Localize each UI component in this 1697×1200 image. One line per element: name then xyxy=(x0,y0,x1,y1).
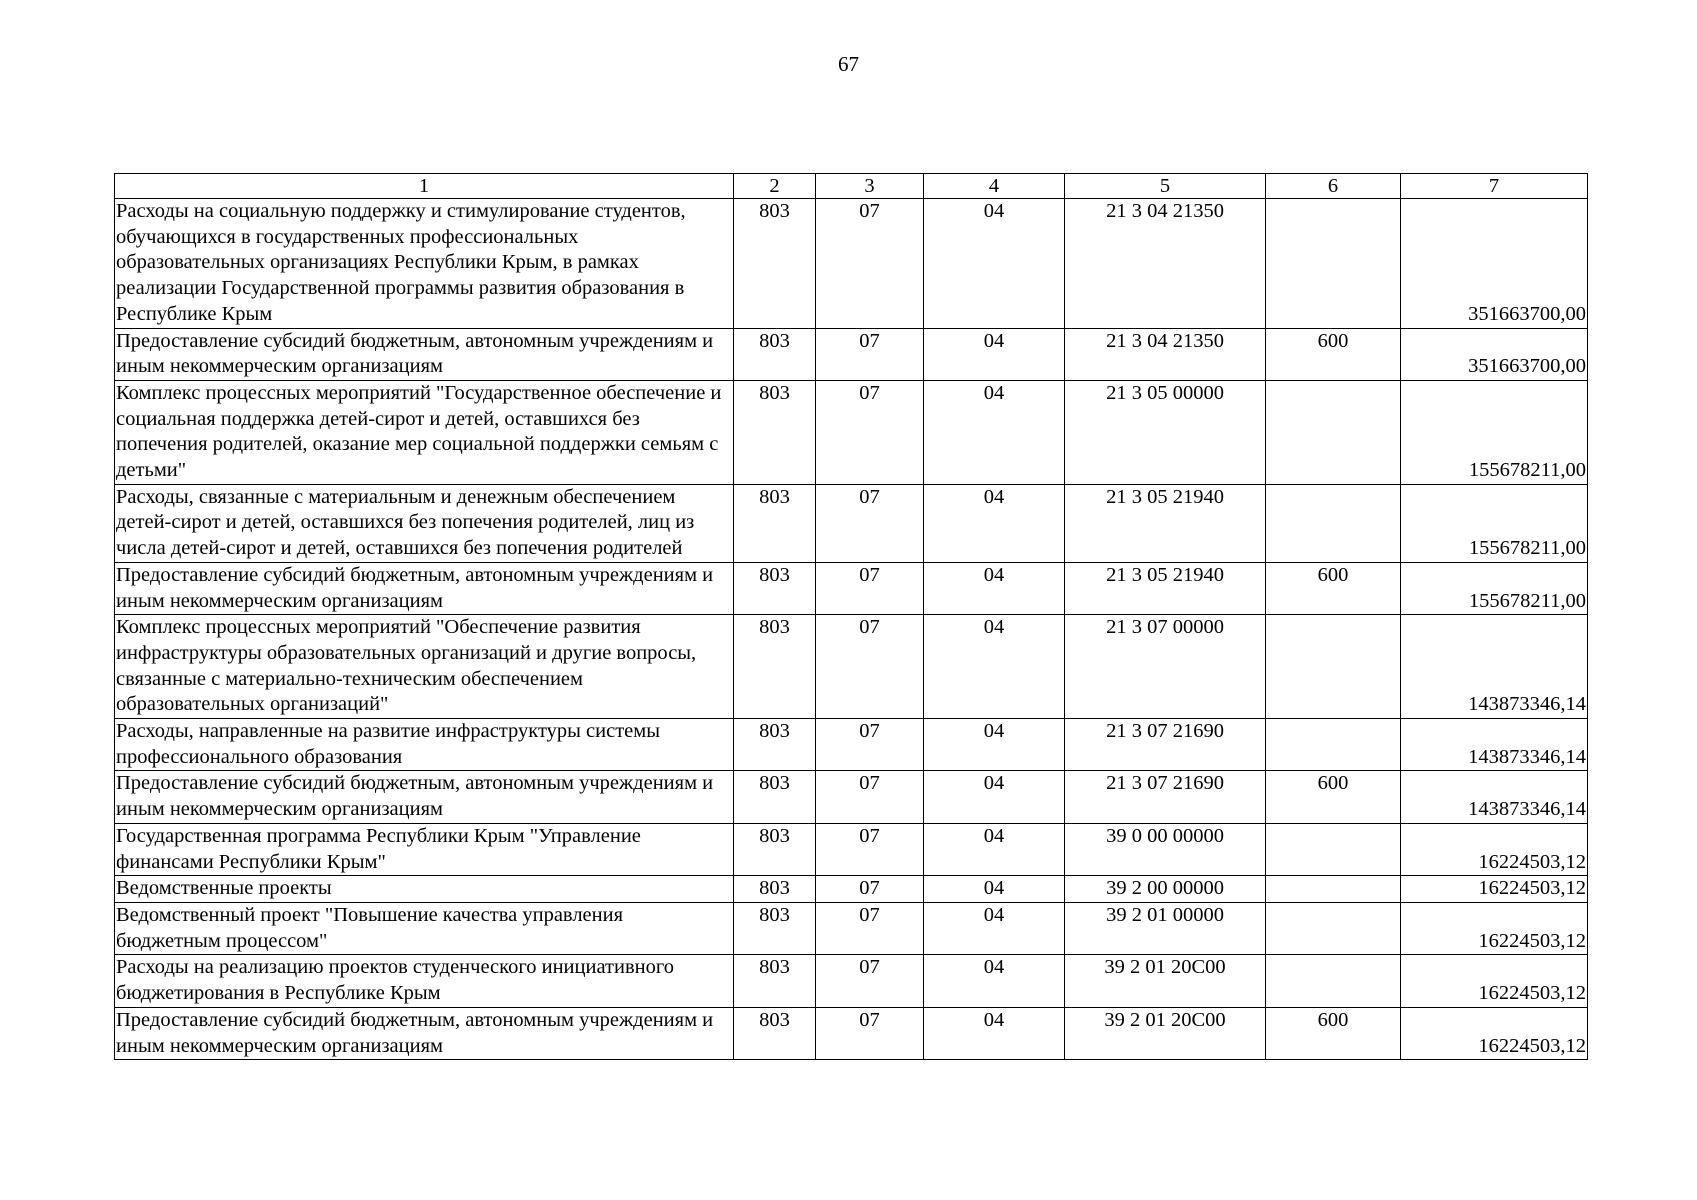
row-code-2: 803 xyxy=(734,328,816,380)
row-amount: 155678211,00 xyxy=(1401,562,1588,614)
row-description: Предоставление субсидий бюджетным, автономным учреждениям и иным некоммерческим организациям xyxy=(115,771,734,823)
column-header-6: 6 xyxy=(1266,174,1401,199)
row-code-2: 803 xyxy=(734,955,816,1007)
row-code-4: 04 xyxy=(924,615,1065,719)
page-number: 67 xyxy=(838,52,859,76)
row-code-3: 07 xyxy=(816,955,924,1007)
table-row xyxy=(115,328,1588,380)
row-code-3: 07 xyxy=(816,876,924,903)
row-code-5: 21 3 05 21940 xyxy=(1065,484,1266,562)
row-code-5: 39 2 01 00000 xyxy=(1065,902,1266,954)
row-amount: 143873346,14 xyxy=(1401,719,1588,771)
row-code-4: 04 xyxy=(924,876,1065,903)
row-code-6 xyxy=(1266,955,1401,1007)
row-code-5: 21 3 05 00000 xyxy=(1065,380,1266,484)
row-amount: 16224503,12 xyxy=(1401,955,1588,1007)
table-row xyxy=(115,719,1588,771)
row-code-2: 803 xyxy=(734,719,816,771)
table-row xyxy=(115,484,1588,562)
row-code-5: 21 3 07 00000 xyxy=(1065,615,1266,719)
table-row xyxy=(115,562,1588,614)
row-code-3: 07 xyxy=(816,719,924,771)
row-description: Комплекс процессных мероприятий "Государственное обеспечение и социальная поддержка детей-сирот и детей, оставшихся без попечения родителей, оказание мер социальной поддержки семьям с детьми" xyxy=(115,380,734,484)
column-header-4: 4 xyxy=(924,174,1065,199)
row-description: Комплекс процессных мероприятий "Обеспечение развития инфраструктуры образовательных организаций и другие вопросы, связанные с материально-техническим обеспечением образовательных организаций" xyxy=(115,615,734,719)
row-description: Ведомственные проекты xyxy=(115,876,734,903)
table-row xyxy=(115,902,1588,954)
row-code-6 xyxy=(1266,902,1401,954)
row-amount: 143873346,14 xyxy=(1401,771,1588,823)
row-description: Предоставление субсидий бюджетным, автономным учреждениям и иным некоммерческим организациям xyxy=(115,328,734,380)
row-code-5: 39 2 01 20С00 xyxy=(1065,955,1266,1007)
row-code-6: 600 xyxy=(1266,328,1401,380)
row-code-5: 39 0 00 00000 xyxy=(1065,823,1266,875)
row-description: Расходы, связанные с материальным и денежным обеспечением детей-сирот и детей, оставшихся без попечения родителей, лиц из числа детей-сирот и детей, оставшихся без попечения родителей xyxy=(115,484,734,562)
row-amount: 143873346,14 xyxy=(1401,615,1588,719)
table-body xyxy=(115,199,1588,1060)
row-description: Расходы на реализацию проектов студенческого инициативного бюджетирования в Республике Крым xyxy=(115,955,734,1007)
row-code-3: 07 xyxy=(816,771,924,823)
row-amount: 351663700,00 xyxy=(1401,199,1588,329)
row-code-6 xyxy=(1266,484,1401,562)
table-row xyxy=(115,823,1588,875)
column-header-7: 7 xyxy=(1401,174,1588,199)
row-code-4: 04 xyxy=(924,955,1065,1007)
row-code-6 xyxy=(1266,380,1401,484)
table-row xyxy=(115,876,1588,903)
row-code-2: 803 xyxy=(734,484,816,562)
column-header-3: 3 xyxy=(816,174,924,199)
row-amount: 16224503,12 xyxy=(1401,1007,1588,1059)
row-code-3: 07 xyxy=(816,328,924,380)
row-code-5: 39 2 01 20С00 xyxy=(1065,1007,1266,1059)
row-code-5: 21 3 07 21690 xyxy=(1065,771,1266,823)
row-code-3: 07 xyxy=(816,823,924,875)
row-code-3: 07 xyxy=(816,1007,924,1059)
row-code-6: 600 xyxy=(1266,562,1401,614)
row-code-3: 07 xyxy=(816,380,924,484)
row-amount: 16224503,12 xyxy=(1401,902,1588,954)
row-code-3: 07 xyxy=(816,484,924,562)
row-code-3: 07 xyxy=(816,902,924,954)
budget-table xyxy=(114,173,1588,1060)
row-code-5: 39 2 00 00000 xyxy=(1065,876,1266,903)
row-code-2: 803 xyxy=(734,562,816,614)
row-amount: 351663700,00 xyxy=(1401,328,1588,380)
row-code-2: 803 xyxy=(734,771,816,823)
row-code-6: 600 xyxy=(1266,771,1401,823)
row-amount: 155678211,00 xyxy=(1401,380,1588,484)
row-description: Государственная программа Республики Крым "Управление финансами Республики Крым" xyxy=(115,823,734,875)
table-row xyxy=(115,1007,1588,1059)
row-code-3: 07 xyxy=(816,615,924,719)
row-code-4: 04 xyxy=(924,484,1065,562)
header-row xyxy=(115,174,1588,199)
row-code-6 xyxy=(1266,876,1401,903)
row-code-4: 04 xyxy=(924,199,1065,329)
row-code-6 xyxy=(1266,615,1401,719)
row-code-4: 04 xyxy=(924,719,1065,771)
row-code-4: 04 xyxy=(924,328,1065,380)
row-code-2: 803 xyxy=(734,902,816,954)
row-description: Ведомственный проект "Повышение качества управления бюджетным процессом" xyxy=(115,902,734,954)
row-code-2: 803 xyxy=(734,199,816,329)
row-code-4: 04 xyxy=(924,380,1065,484)
row-code-4: 04 xyxy=(924,771,1065,823)
row-description: Расходы, направленные на развитие инфраструктуры системы профессионального образования xyxy=(115,719,734,771)
table-row xyxy=(115,771,1588,823)
row-code-2: 803 xyxy=(734,876,816,903)
row-description: Предоставление субсидий бюджетным, автономным учреждениям и иным некоммерческим организациям xyxy=(115,562,734,614)
row-code-5: 21 3 04 21350 xyxy=(1065,199,1266,329)
row-description: Предоставление субсидий бюджетным, автономным учреждениям и иным некоммерческим организациям xyxy=(115,1007,734,1059)
table-row xyxy=(115,955,1588,1007)
row-code-5: 21 3 05 21940 xyxy=(1065,562,1266,614)
row-code-6 xyxy=(1266,719,1401,771)
table-row xyxy=(115,615,1588,719)
row-code-5: 21 3 07 21690 xyxy=(1065,719,1266,771)
table-header xyxy=(115,174,1588,199)
table-row xyxy=(115,199,1588,329)
row-code-4: 04 xyxy=(924,562,1065,614)
column-header-5: 5 xyxy=(1065,174,1266,199)
row-code-5: 21 3 04 21350 xyxy=(1065,328,1266,380)
row-amount: 16224503,12 xyxy=(1401,823,1588,875)
column-header-2: 2 xyxy=(734,174,816,199)
row-code-2: 803 xyxy=(734,615,816,719)
row-description: Расходы на социальную поддержку и стимулирование студентов, обучающихся в государственных профессиональных образовательных организациях Республики Крым, в рамках реализации Государственной программы развития образования в Республике Крым xyxy=(115,199,734,329)
table-row xyxy=(115,380,1588,484)
row-amount: 16224503,12 xyxy=(1401,876,1588,903)
row-code-2: 803 xyxy=(734,1007,816,1059)
row-amount: 155678211,00 xyxy=(1401,484,1588,562)
row-code-6: 600 xyxy=(1266,1007,1401,1059)
row-code-2: 803 xyxy=(734,823,816,875)
row-code-3: 07 xyxy=(816,199,924,329)
column-header-1: 1 xyxy=(115,174,734,199)
row-code-4: 04 xyxy=(924,902,1065,954)
row-code-2: 803 xyxy=(734,380,816,484)
row-code-3: 07 xyxy=(816,562,924,614)
row-code-6 xyxy=(1266,823,1401,875)
row-code-6 xyxy=(1266,199,1401,329)
row-code-4: 04 xyxy=(924,1007,1065,1059)
row-code-4: 04 xyxy=(924,823,1065,875)
